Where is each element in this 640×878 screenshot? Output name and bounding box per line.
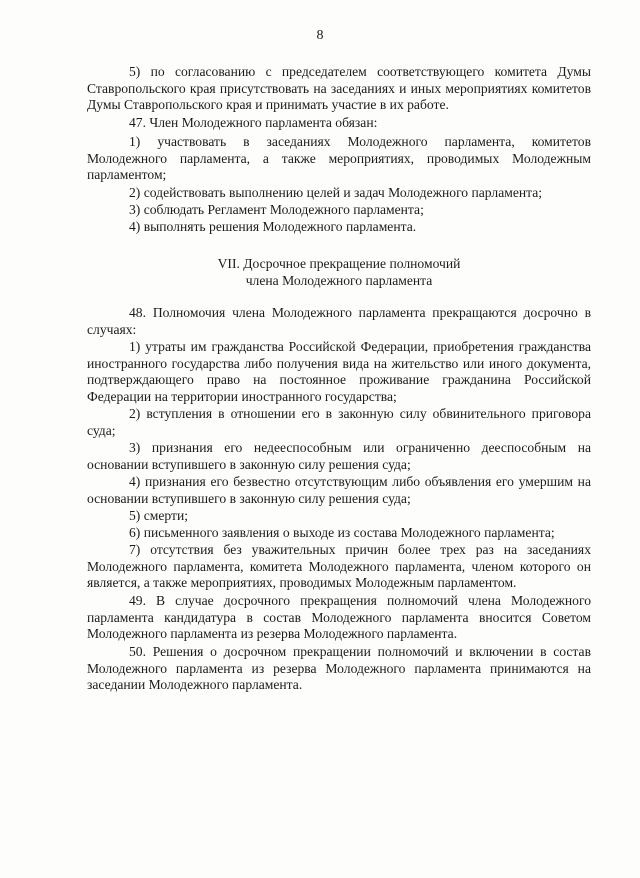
paragraph-48-item-2: 2) вступления в отношении его в законную силу обвинительного приговора суда; <box>87 406 591 438</box>
paragraph-48-intro: 48. Полномочия члена Молодежного парламента прекращаются досрочно в случаях: <box>87 305 591 337</box>
paragraph-47-intro: 47. Член Молодежного парламента обязан: <box>129 115 378 130</box>
section-heading-line-2: члена Молодежного парламента <box>245 273 433 288</box>
section-heading <box>87 255 591 289</box>
paragraph-48-item-1: 1) утраты им гражданства Российской Федерации, приобретения гражданства иностранного государства либо получения вида на жительство или иного документа, подтверждающего право на постоянное проживание гражданина Российской Федерации на территории иностранного государства; <box>87 339 591 404</box>
paragraph-48-item-3: 3) признания его недееспособным или ограниченно дееспособным на основании вступившего в законную силу решения суда; <box>87 440 591 472</box>
page-number: 8 <box>316 28 324 43</box>
paragraph-48-item-4: 4) признания его безвестно отсутствующим либо объявления его умершим на основании вступившего в законную силу решения суда; <box>87 474 591 506</box>
paragraph-47-item-3: 3) соблюдать Регламент Молодежного парламента; <box>129 202 424 217</box>
paragraph-47-item-2: 2) содействовать выполнению целей и задач Молодежного парламента; <box>129 185 543 200</box>
section-heading-line-1: VII. Досрочное прекращение полномочий <box>217 256 461 271</box>
paragraph-48-item-7: 7) отсутствия без уважительных причин более трех раз на заседаниях Молодежного парламента, комитета Молодежного парламента, членом которого он является, а также мероприятиях, проводимых Молодежным парламентом. <box>87 542 591 590</box>
paragraph-47-item-4: 4) выполнять решения Молодежного парламента. <box>129 219 417 234</box>
paragraph-46-item-5: 5) по согласованию с председателем соответствующего комитета Думы Ставропольского края присутствовать на заседаниях и иных мероприятиях комитетов Думы Ставропольского края и принимать участие в их работе. <box>87 64 591 112</box>
paragraph-48-item-5: 5) смерти; <box>129 508 189 523</box>
paragraph-48-item-6: 6) письменного заявления о выходе из состава Молодежного парламента; <box>129 525 555 540</box>
paragraph-47-item-1: 1) участвовать в заседаниях Молодежного парламента, комитетов Молодежного парламента, а также мероприятиях, проводимых Молодежным парламентом; <box>87 134 591 182</box>
paragraph-49: 49. В случае досрочного прекращения полномочий члена Молодежного парламента кандидатура в состав Молодежного парламента вносится Советом Молодежного парламента из резерва Молодежного парламента. <box>87 593 591 641</box>
paragraph-50: 50. Решения о досрочном прекращении полномочий и включении в состав Молодежного парламента из резерва Молодежного парламента принимаются на заседании Молодежного парламента. <box>87 644 591 692</box>
